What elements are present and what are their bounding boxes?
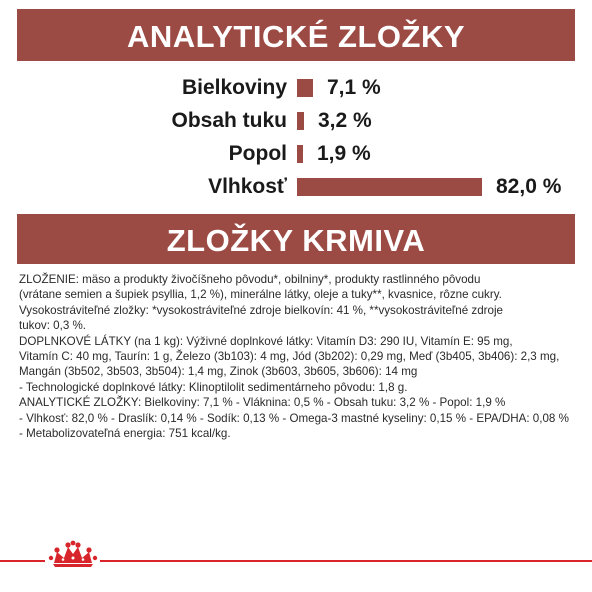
composition-line: ZLOŽENIE: mäso a produkty živočíšneho pôvodu*, obilniny*, produkty rastlinného pôvodu (19, 273, 481, 286)
composition-line: tukov: 0,3 %. (19, 319, 87, 333)
analytical-components-title: ANALYTICKÉ ZLOŽKY (126, 19, 466, 54)
analysis-bar (297, 79, 313, 97)
analysis-value: 1,9 % (317, 142, 371, 165)
analysis-label: Vlhkosť (208, 175, 287, 198)
composition-line: - Technologické doplnkové látky: Klinoptilolit sedimentárneho pôvodu: 1,8 g. (19, 380, 408, 394)
analysis-row (0, 140, 592, 168)
composition-line: - Metabolizovateľná energia: 751 kcal/kg. (19, 427, 231, 441)
analysis-row (0, 173, 592, 201)
analysis-label: Bielkoviny (181, 76, 287, 99)
composition-text (19, 272, 579, 441)
analysis-label: Obsah tuku (171, 109, 287, 132)
composition-line: Vitamín C: 40 mg, Taurín: 1 g, Železo (3b103): 4 mg, Jód (3b202): 0,29 mg, Meď (3b405, 3b406): 2,3 mg, (19, 350, 560, 364)
analysis-bar (297, 145, 303, 163)
analysis-label: Popol (228, 142, 287, 165)
ingredients-header (17, 214, 575, 264)
analysis-value: 7,1 % (327, 76, 381, 99)
composition-line: DOPLNKOVÉ LÁTKY (na 1 kg): Výživné doplnkové látky: Vitamín D3: 290 IU, Vitamín E: 95 mg, (19, 334, 513, 348)
analysis-row (0, 107, 592, 135)
composition-line: - Vlhkosť: 82,0 % - Draslík: 0,14 % - Sodík: 0,13 % - Omega-3 mastné kyseliny: 0,15 % - EPA/DHA: 0,08 % (19, 411, 569, 425)
analysis-row (0, 74, 592, 102)
composition-line: ANALYTICKÉ ZLOŽKY: Bielkoviny: 7,1 % - Vláknina: 0,5 % - Obsah tuku: 3,2 % - Popol: 1,9 % (19, 396, 506, 410)
analysis-bar (297, 178, 482, 196)
footer-line-left (0, 560, 45, 562)
analysis-bar (297, 112, 304, 130)
composition-line: (vrátane semien a šupiek psyllia, 1,2 %), minerálne látky, oleje a tuky**, kvasnice, rôzne cukry. (19, 288, 502, 302)
crown-icon (47, 540, 99, 570)
analysis-value: 82,0 % (496, 175, 562, 198)
ingredients-title: ZLOŽKY KRMIVA (166, 223, 426, 258)
composition-line: Mangán (3b502, 3b503, 3b504): 1,4 mg, Zinok (3b603, 3b605, 3b606): 14 mg (19, 365, 418, 379)
analytical-components-header (17, 9, 575, 61)
composition-line: Vysokostráviteľné zložky: *vysokostráviteľné zdroje bielkovín: 41 %, **vysokostráviteľné zdroje (19, 303, 503, 317)
analysis-value: 3,2 % (318, 109, 372, 132)
footer-line-right (100, 560, 592, 562)
